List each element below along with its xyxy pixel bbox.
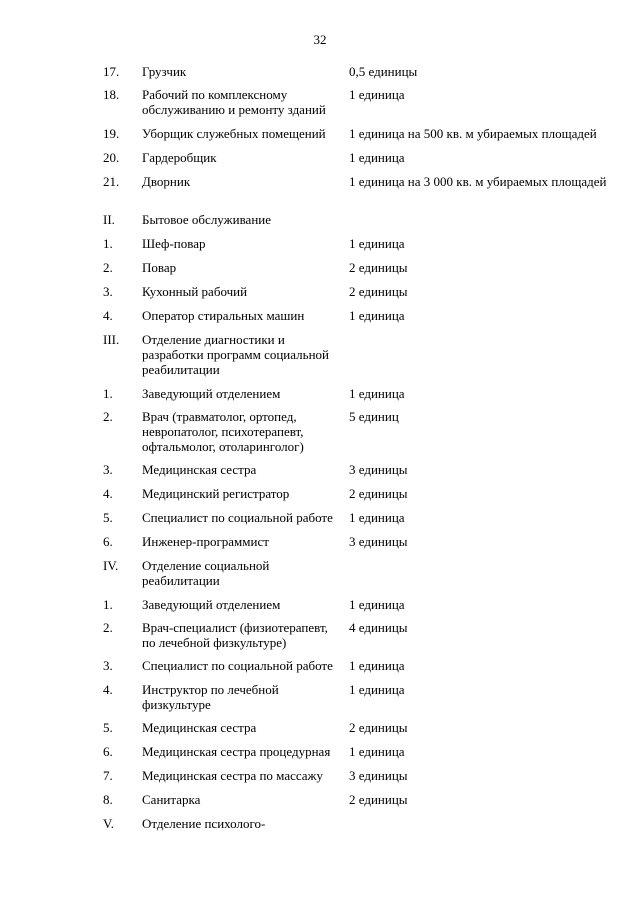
- staff-table: [0, 64, 640, 836]
- section-number: V.: [103, 816, 114, 831]
- position-quantity: 1 единица на 3 000 кв. м убираемых площадей: [349, 174, 607, 189]
- position-quantity: 0,5 единицы: [349, 64, 418, 79]
- section-number: III.: [103, 332, 120, 347]
- position-quantity: 1 единица: [349, 744, 405, 759]
- position-quantity: 3 единицы: [349, 462, 408, 477]
- table-row: [0, 284, 640, 308]
- position-name: Дворник: [142, 174, 191, 189]
- section-title: Отделение диагностики и разработки программ социальной реабилитации: [142, 332, 329, 377]
- table-row: [0, 486, 640, 510]
- position-name: Медицинская сестра: [142, 720, 257, 735]
- position-name: Кухонный рабочий: [142, 284, 248, 299]
- table-row: [0, 682, 640, 720]
- table-row: [0, 64, 640, 87]
- position-name: Оператор стиральных машин: [142, 308, 305, 323]
- row-number: 6.: [103, 744, 113, 759]
- table-row: [0, 150, 640, 174]
- position-name: Инструктор по лечебной физкультуре: [142, 682, 279, 712]
- table-row: [0, 597, 640, 620]
- table-row: [0, 768, 640, 792]
- row-number: 17.: [103, 64, 120, 79]
- row-number: 20.: [103, 150, 120, 165]
- section-number: II.: [103, 212, 115, 227]
- position-quantity: 1 единица на 500 кв. м убираемых площадей: [349, 126, 597, 141]
- position-name: Заведующий отделением: [142, 386, 281, 401]
- section-title: Бытовое обслуживание: [142, 212, 271, 227]
- table-row: [0, 510, 640, 534]
- row-number: 3.: [103, 658, 113, 673]
- section-number: IV.: [103, 558, 119, 573]
- table-row: [0, 720, 640, 744]
- table-row: [0, 816, 640, 836]
- row-number: 21.: [103, 174, 120, 189]
- row-number: 5.: [103, 720, 113, 735]
- table-row: [0, 212, 640, 236]
- position-quantity: 1 единица: [349, 597, 405, 612]
- row-number: 1.: [103, 386, 113, 401]
- row-number: 4.: [103, 486, 113, 501]
- row-number: 7.: [103, 768, 113, 783]
- position-name: Заведующий отделением: [142, 597, 281, 612]
- table-row: [0, 174, 640, 212]
- row-number: 3.: [103, 462, 113, 477]
- row-number: 18.: [103, 87, 120, 102]
- table-row: [0, 558, 640, 597]
- position-name: Медицинская сестра по массажу: [142, 768, 324, 783]
- position-name: Медицинский регистратор: [142, 486, 290, 501]
- position-name: Рабочий по комплексному обслуживанию и ремонту зданий: [142, 87, 326, 117]
- table-row: [0, 744, 640, 768]
- position-quantity: 4 единицы: [349, 620, 408, 635]
- table-row: [0, 332, 640, 386]
- row-number: 1.: [103, 597, 113, 612]
- position-quantity: 1 единица: [349, 658, 405, 673]
- table-row: [0, 308, 640, 332]
- row-number: 2.: [103, 260, 113, 275]
- table-row: [0, 620, 640, 658]
- position-quantity: 1 единица: [349, 236, 405, 251]
- position-name: Уборщик служебных помещений: [142, 126, 326, 141]
- row-number: 4.: [103, 682, 113, 697]
- row-number: 6.: [103, 534, 113, 549]
- row-number: 19.: [103, 126, 120, 141]
- position-name: Врач-специалист (физиотерапевт, по лечебной физкультуре): [142, 620, 328, 650]
- position-quantity: 1 единица: [349, 682, 405, 697]
- position-name: Инженер-программист: [142, 534, 269, 549]
- position-quantity: 2 единицы: [349, 260, 408, 275]
- position-quantity: 3 единицы: [349, 768, 408, 783]
- table-row: [0, 658, 640, 682]
- position-quantity: 2 единицы: [349, 284, 408, 299]
- table-row: [0, 792, 640, 816]
- row-number: 1.: [103, 236, 113, 251]
- page-number: 32: [313, 32, 327, 47]
- position-name: Медицинская сестра: [142, 462, 257, 477]
- table-row: [0, 126, 640, 150]
- position-name: Специалист по социальной работе: [142, 658, 333, 673]
- position-name: Гардеробщик: [142, 150, 217, 165]
- table-row: [0, 409, 640, 462]
- position-quantity: 5 единиц: [349, 409, 399, 424]
- row-number: 2.: [103, 620, 113, 635]
- position-name: Повар: [142, 260, 177, 275]
- section-title: Отделение социальной реабилитации: [142, 558, 270, 588]
- position-name: Грузчик: [142, 64, 187, 79]
- position-name: Санитарка: [142, 792, 201, 807]
- table-row: [0, 462, 640, 486]
- row-number: 3.: [103, 284, 113, 299]
- table-row: [0, 386, 640, 409]
- row-number: 4.: [103, 308, 113, 323]
- position-quantity: 1 единица: [349, 87, 405, 102]
- position-quantity: 1 единица: [349, 510, 405, 525]
- table-row: [0, 260, 640, 284]
- table-row: [0, 236, 640, 260]
- position-name: Шеф-повар: [142, 236, 206, 251]
- position-name: Специалист по социальной работе: [142, 510, 333, 525]
- table-row: [0, 534, 640, 558]
- position-name: Медицинская сестра процедурная: [142, 744, 331, 759]
- section-title: Отделение психолого-: [142, 816, 266, 831]
- position-quantity: 1 единица: [349, 150, 405, 165]
- position-quantity: 2 единицы: [349, 720, 408, 735]
- position-quantity: 1 единица: [349, 308, 405, 323]
- position-quantity: 3 единицы: [349, 534, 408, 549]
- row-number: 8.: [103, 792, 113, 807]
- table-row: [0, 87, 640, 126]
- row-number: 2.: [103, 409, 113, 424]
- position-name: Врач (травматолог, ортопед, невропатолог, психотерапевт, офтальмолог, отоларинголог): [142, 409, 304, 454]
- position-quantity: 1 единица: [349, 386, 405, 401]
- row-number: 5.: [103, 510, 113, 525]
- position-quantity: 2 единицы: [349, 486, 408, 501]
- position-quantity: 2 единицы: [349, 792, 408, 807]
